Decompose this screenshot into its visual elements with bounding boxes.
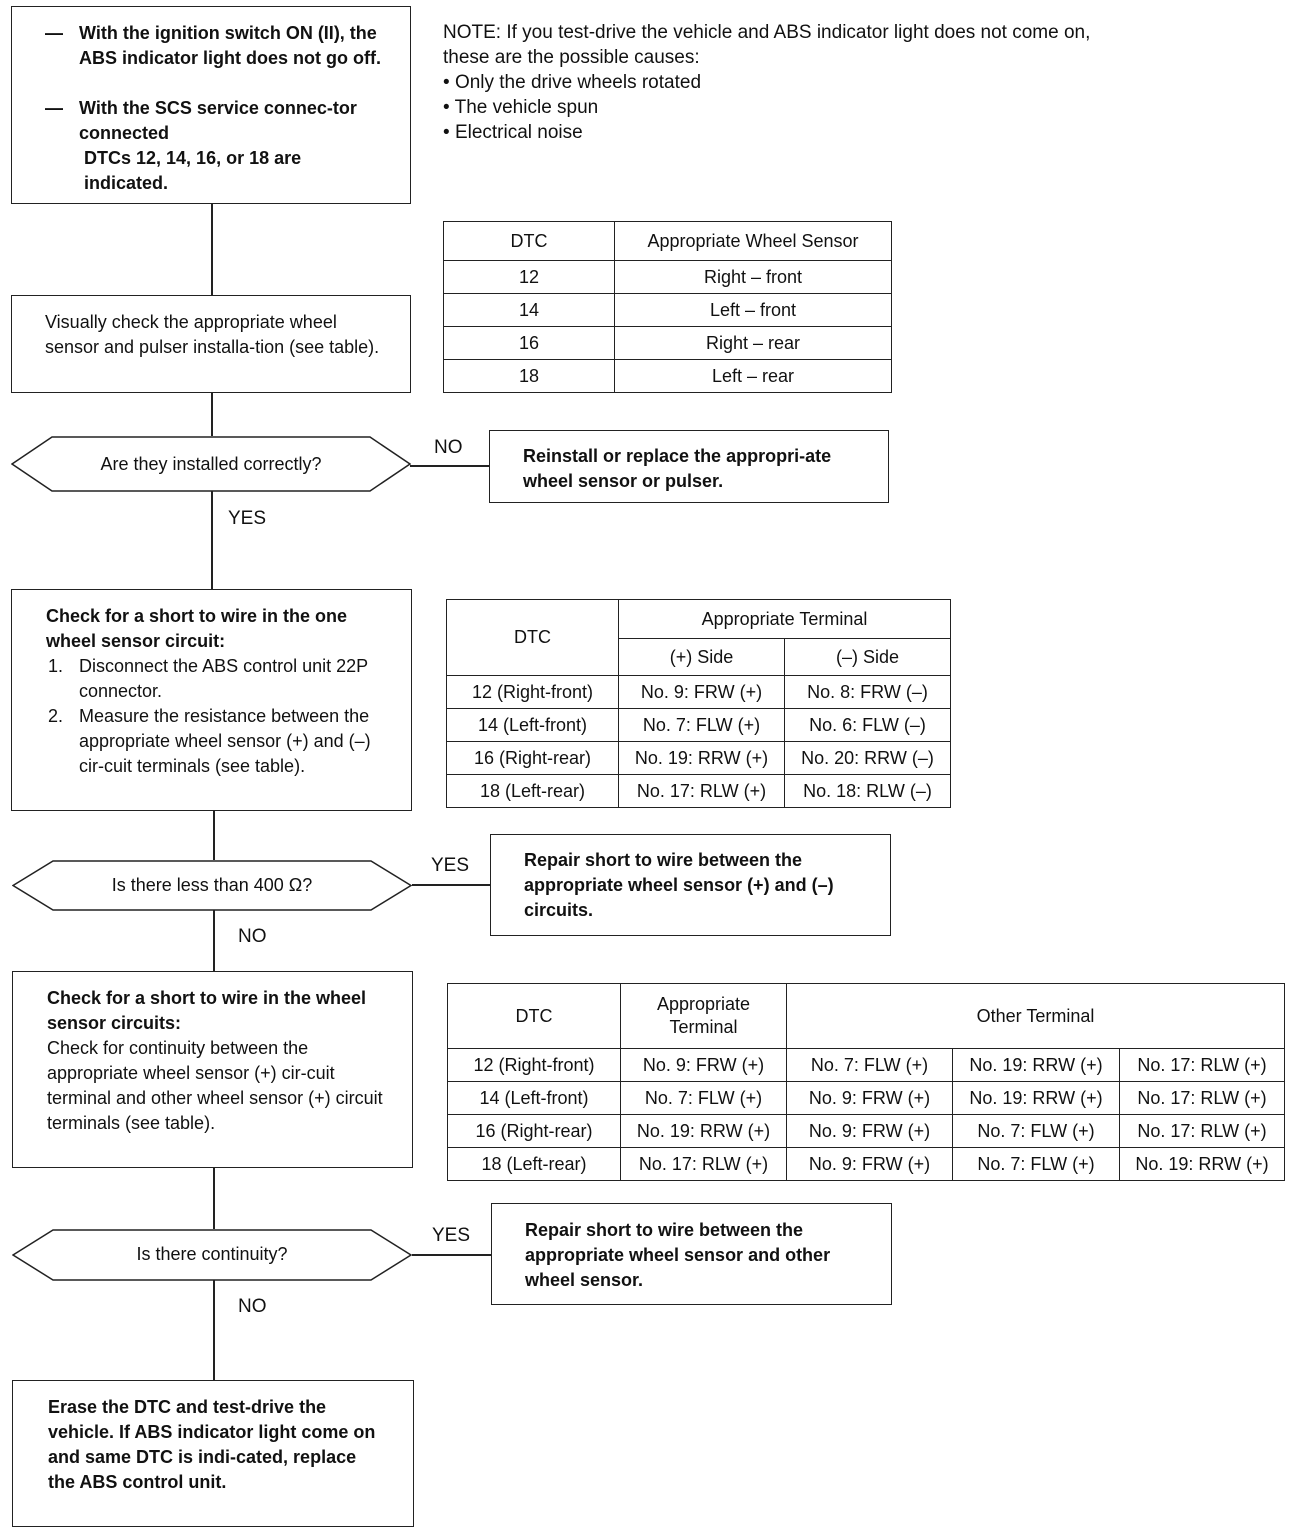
table-cell: 14	[444, 294, 615, 327]
cause-item: • Electrical noise	[443, 120, 1090, 145]
table-cell: No. 17: RLW (+)	[619, 775, 785, 808]
reinstall-text: Reinstall or replace the appropri-ate wheel sensor or pulser.	[523, 446, 832, 491]
table-cell: 16 (Right-rear)	[447, 742, 619, 775]
start-item-2a: With the SCS service connec-tor connected	[79, 98, 357, 143]
connector-short-one-to-decision2	[213, 810, 215, 860]
wheel-sensor-table	[443, 221, 892, 393]
repair-short-box	[490, 834, 891, 936]
decision-resistance-yes-label: YES	[431, 855, 470, 876]
table-cell: 14 (Left-front)	[448, 1082, 621, 1115]
note-line-2: these are the possible causes:	[443, 47, 700, 68]
table-header: Appropriate Wheel Sensor	[615, 222, 892, 261]
table-cell: No. 8: FRW (–)	[785, 676, 951, 709]
visual-check-text: Visually check the appropriate wheel sensor and pulser installa-tion (see table).	[45, 312, 380, 357]
table-cell: No. 9: FRW (+)	[619, 676, 785, 709]
table-cell: Left – front	[615, 294, 892, 327]
note-line-1: NOTE: If you test-drive the vehicle and ABS indicator light does not come on,	[443, 22, 1091, 43]
short-one-step-1: Disconnect the ABS control unit 22P connector.	[79, 656, 368, 701]
short-one-sensor-box	[11, 589, 412, 811]
table-cell: Left – rear	[615, 360, 892, 393]
dash-bullet-2: —	[45, 98, 63, 118]
short-all-title: Check for a short to wire in the wheel sensor circuits:	[47, 988, 367, 1033]
table-cell: Right – rear	[615, 327, 892, 360]
decision-continuity-yes-label: YES	[432, 1225, 471, 1246]
step-number-2: 2.	[48, 706, 64, 726]
table-cell: 18	[444, 360, 615, 393]
table-cell: No. 19: RRW (+)	[953, 1082, 1120, 1115]
connector-decision1-no	[410, 465, 490, 467]
table-cell: No. 7: FLW (+)	[953, 1115, 1120, 1148]
table-header: Other Terminal	[787, 984, 1285, 1049]
table-header: DTC	[448, 984, 621, 1049]
table-cell: No. 17: RLW (+)	[1120, 1049, 1285, 1082]
table-cell: 18 (Left-rear)	[447, 775, 619, 808]
table-cell: No. 20: RRW (–)	[785, 742, 951, 775]
decision-continuity-no-label: NO	[238, 1296, 267, 1317]
connector-check-to-decision1	[211, 392, 213, 436]
decision-installed-no-label: NO	[434, 437, 463, 458]
table-cell: No. 9: FRW (+)	[787, 1115, 953, 1148]
terminal-table	[446, 599, 951, 808]
table-cell: No. 9: FRW (+)	[621, 1049, 787, 1082]
erase-dtc-box	[12, 1380, 414, 1527]
note-block	[443, 20, 1090, 145]
table-cell: 12 (Right-front)	[448, 1049, 621, 1082]
table-header: Appropriate Terminal	[619, 600, 951, 639]
start-item-2b: DTCs 12, 14, 16, or 18 are indicated.	[84, 148, 302, 193]
table-header: Appropriate Terminal	[621, 984, 787, 1049]
decision-installed-label: Are they installed correctly?	[100, 454, 322, 474]
reinstall-box	[489, 430, 889, 503]
table-cell: No. 9: FRW (+)	[787, 1148, 953, 1181]
repair-short-text: Repair short to wire between the appropriate wheel sensor (+) and (–) circuits.	[524, 850, 834, 920]
table-cell: No. 7: FLW (+)	[619, 709, 785, 742]
table-cell: Right – front	[615, 261, 892, 294]
connector-decision2-yes	[412, 884, 492, 886]
table-cell: No. 18: RLW (–)	[785, 775, 951, 808]
connector-decision1-to-short-one	[211, 491, 213, 589]
table-cell: No. 9: FRW (+)	[787, 1082, 953, 1115]
table-cell: No. 19: RRW (+)	[1120, 1148, 1285, 1181]
table-cell: No. 19: RRW (+)	[621, 1115, 787, 1148]
erase-dtc-text: Erase the DTC and test-drive the vehicle. If ABS indicator light come on and same DTC is indi-cated, replace the ABS control unit.	[48, 1397, 376, 1492]
table-header: (+) Side	[619, 639, 785, 676]
step-number-1: 1.	[48, 656, 64, 676]
table-header: (–) Side	[785, 639, 951, 676]
table-cell: 16	[444, 327, 615, 360]
decision-installed-yes-label: YES	[228, 508, 267, 529]
short-all-sensors-box	[12, 971, 413, 1168]
table-cell: No. 17: RLW (+)	[621, 1148, 787, 1181]
decision-continuity-label: Is there continuity?	[136, 1244, 288, 1264]
start-item-1: With the ignition switch ON (II), the ABS indicator light does not go off.	[79, 23, 381, 68]
table-cell: No. 6: FLW (–)	[785, 709, 951, 742]
table-cell: No. 19: RRW (+)	[953, 1049, 1120, 1082]
table-cell: No. 7: FLW (+)	[621, 1082, 787, 1115]
short-all-body: Check for continuity between the appropriate wheel sensor (+) cir-cuit terminal and other wheel sensor (+) circuit terminals (see table).	[47, 1038, 383, 1133]
decision-resistance	[12, 860, 412, 911]
table-header: DTC	[444, 222, 615, 261]
table-cell: 12	[444, 261, 615, 294]
cause-list	[443, 70, 1090, 145]
table-cell: No. 7: FLW (+)	[787, 1049, 953, 1082]
table-cell: 12 (Right-front)	[447, 676, 619, 709]
table-cell: No. 17: RLW (+)	[1120, 1115, 1285, 1148]
table-cell: 14 (Left-front)	[447, 709, 619, 742]
start-condition-box	[11, 6, 411, 204]
repair-sensors-box	[491, 1203, 892, 1305]
dash-bullet-1: —	[45, 23, 63, 43]
cause-item: • The vehicle spun	[443, 95, 1090, 120]
decision-resistance-label: Is there less than 400 Ω?	[111, 875, 313, 895]
decision-continuity	[12, 1229, 412, 1281]
connector-start-to-check	[211, 203, 213, 296]
repair-sensors-text: Repair short to wire between the appropriate wheel sensor and other wheel sensor.	[525, 1220, 831, 1290]
connector-decision3-yes	[412, 1254, 492, 1256]
decision-installed	[11, 436, 411, 492]
other-terminal-table	[447, 983, 1285, 1181]
cause-item: • Only the drive wheels rotated	[443, 70, 1090, 95]
connector-decision2-to-short-all	[213, 910, 215, 972]
visual-check-box	[11, 295, 411, 393]
table-cell: 18 (Left-rear)	[448, 1148, 621, 1181]
short-one-title: Check for a short to wire in the one wheel sensor circuit:	[46, 606, 348, 651]
connector-decision3-to-erase	[213, 1280, 215, 1381]
table-header: DTC	[447, 600, 619, 676]
table-cell: No. 7: FLW (+)	[953, 1148, 1120, 1181]
short-one-step-2: Measure the resistance between the appropriate wheel sensor (+) and (–) cir-cuit terminals (see table).	[79, 706, 371, 776]
table-cell: 16 (Right-rear)	[448, 1115, 621, 1148]
table-cell: No. 19: RRW (+)	[619, 742, 785, 775]
table-cell: No. 17: RLW (+)	[1120, 1082, 1285, 1115]
decision-resistance-no-label: NO	[238, 926, 267, 947]
connector-short-all-to-decision3	[213, 1167, 215, 1229]
